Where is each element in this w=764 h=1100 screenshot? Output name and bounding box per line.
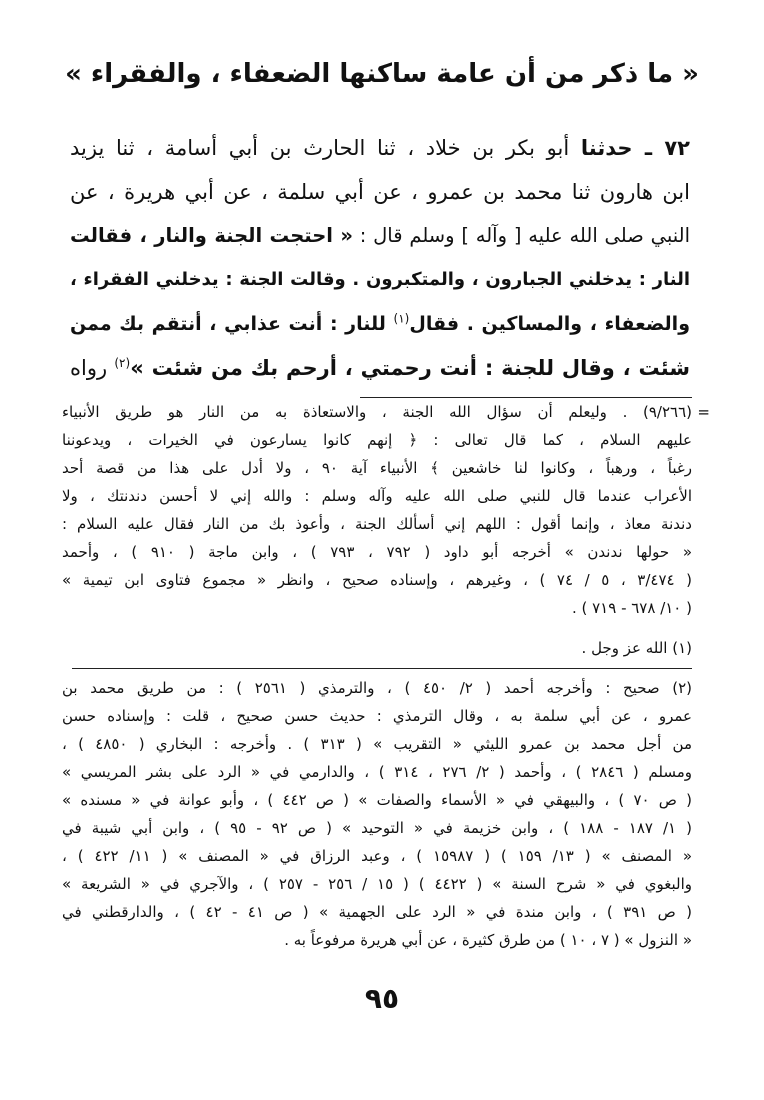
hadith-number-lead: ٧٢ ـ حدثنا <box>580 136 690 160</box>
note-line: ( ٣/٤٧٤ ، ٥ / ٧٤ ) ، وغيرهم ، وإسناده صحيح ، وانظر « مجموع فتاوى ابن تيمية » <box>62 571 692 589</box>
note-line: ومسلم ( ٢٨٤٦ ) ، وأحمد ( ٢/ ٢٧٦ ، ٣١٤ ) ، والدارمي في « الرد على بشر المريسي » <box>62 763 692 781</box>
hadith-matn-bold: « احتجت الجنة والنار ، فقالت <box>70 224 353 247</box>
note-line: الأعراب عندما قال للنبي صلى الله عليه وآله وسلم : والله إني لا أحسن دندنتك ، ولا <box>62 487 692 505</box>
note-line: « المصنف » ( ١٣/ ١٥٩ ) ( ١٥٩٨٧ ) ، وعبد الرزاق في « المصنف » ( ١١/ ٤٢٢ ) ، <box>62 847 692 865</box>
note-line: (٢) صحيح : وأخرجه أحمد ( ٢/ ٤٥٠ ) ، والترمذي ( ٢٥٦١ ) : من طريق محمد بن <box>62 679 692 697</box>
footnote-divider <box>72 668 692 669</box>
hadith-line <box>70 170 690 214</box>
note-line: من أجل محمد بن عمرو الليثي « التقريب » ( ٣١٣ ) . وأخرجه : البخاري ( ٤٨٥٠ ) ، <box>62 735 692 753</box>
hadith-text-segment: أبو بكر بن خلاد ، ثنا الحارث بن أبي أسامة ، ثنا يزيد <box>70 136 581 160</box>
chapter-title: « ما ذكر من أن عامة ساكنها الضعفاء ، والفقراء » <box>65 59 699 89</box>
hadith-line <box>70 258 690 302</box>
hadith-text-segment: رواه <box>70 356 115 380</box>
footnote-ref-1: (١) <box>393 311 410 326</box>
hadith-matn-bold: النار : يدخلني الجبارون ، والمتكبرون . وقالت الجنة : يدخلني الفقراء ، <box>70 269 690 290</box>
hadith-line <box>70 214 690 258</box>
note-line: ( ص ٣٩١ ) ، وابن مندة في « الرد على الجهمية » ( ص ٤١ - ٤٢ ) ، والدارقطني في <box>62 903 692 921</box>
hadith-matn-bold: والضعفاء ، والمساكين . فقال <box>409 313 690 335</box>
hadith-matn-bold: شئت ، وقال للجنة : أنت رحمتي ، أرحم بك من شئت » <box>130 356 690 380</box>
hadith-line <box>70 126 690 170</box>
continued-footnote <box>62 398 692 622</box>
hadith-text-segment: ابن هارون ثنا محمد بن عمرو ، عن أبي سلمة ، عن أبي هريرة ، عن <box>70 180 690 204</box>
footnote-2 <box>62 674 692 954</box>
note-line: ( ١٠/ ٦٧٨ - ٧١٩ ) . <box>571 599 692 617</box>
note-line: « النزول » ( ٧ ، ١٠ ) من طرق كثيرة ، عن أبي هريرة مرفوعاً به . <box>284 931 692 949</box>
footnote-1 <box>62 634 692 662</box>
note-line: ( ص ٧٠ ) ، والبيهقي في « الأسماء والصفات » ( ص ٤٤٢ ) ، وأبو عوانة في « مسنده » <box>62 791 692 809</box>
note-line: دندنة معاذ ، وإنما أقول : اللهم إني أسألك الجنة ، وأعوذ بك من النار فقال عليه السلام : <box>62 515 692 533</box>
note-line: رغباً ، ورهباً ، وكانوا لنا خاشعين ﴾ الأنبياء آية ٩٠ ، ولا أدل على هذا من قصة أحد <box>62 459 692 477</box>
hadith-line <box>70 302 690 346</box>
footnote-ref-2: (٢) <box>114 356 131 370</box>
hadith-text <box>70 126 690 390</box>
note-line: عمرو ، عن أبي سلمة به ، وقال الترمذي : حديث حسن صحيح ، قلت : وإسناده حسن <box>62 707 692 725</box>
hadith-matn-bold: للنار : أنت عذابي ، أنتقم بك ممن <box>70 313 394 335</box>
note-line: والبغوي في « شرح السنة » ( ٤٤٢٢ ) ( ١٥ / ٢٥٦ - ٢٥٧ ) ، والآجري في « الشريعة » <box>62 875 692 893</box>
note-line: عليهم السلام ، كما قال تعالى : ﴿ إنهم كانوا يسارعون في الخيرات ، ويدعوننا <box>62 431 692 449</box>
hadith-text-segment: النبي صلى الله عليه [ وآله ] وسلم قال : <box>352 224 690 247</box>
hadith-line <box>70 346 690 390</box>
note-line: (٩/٢٦٦) . وليعلم أن سؤال الله الجنة ، والاستعاذة به من النار هو طريق الأنبياء <box>62 403 692 421</box>
note-line: « حولها ندندن » أخرجه أبو داود ( ٧٩٢ ، ٧٩٣ ) ، وابن ماجة ( ٩١٠ ) ، وأحمد <box>62 543 692 561</box>
note-line: ( ١/ ١٨٧ - ١٨٨ ) ، وابن خزيمة في « التوحيد » ( ص ٩٢ - ٩٥ ) ، وابن أبي شيبة في <box>62 819 692 837</box>
continuation-marker: = <box>697 403 710 421</box>
note-line: (١) الله عز وجل . <box>581 639 692 657</box>
page-number: ٩٥ <box>364 982 400 1015</box>
